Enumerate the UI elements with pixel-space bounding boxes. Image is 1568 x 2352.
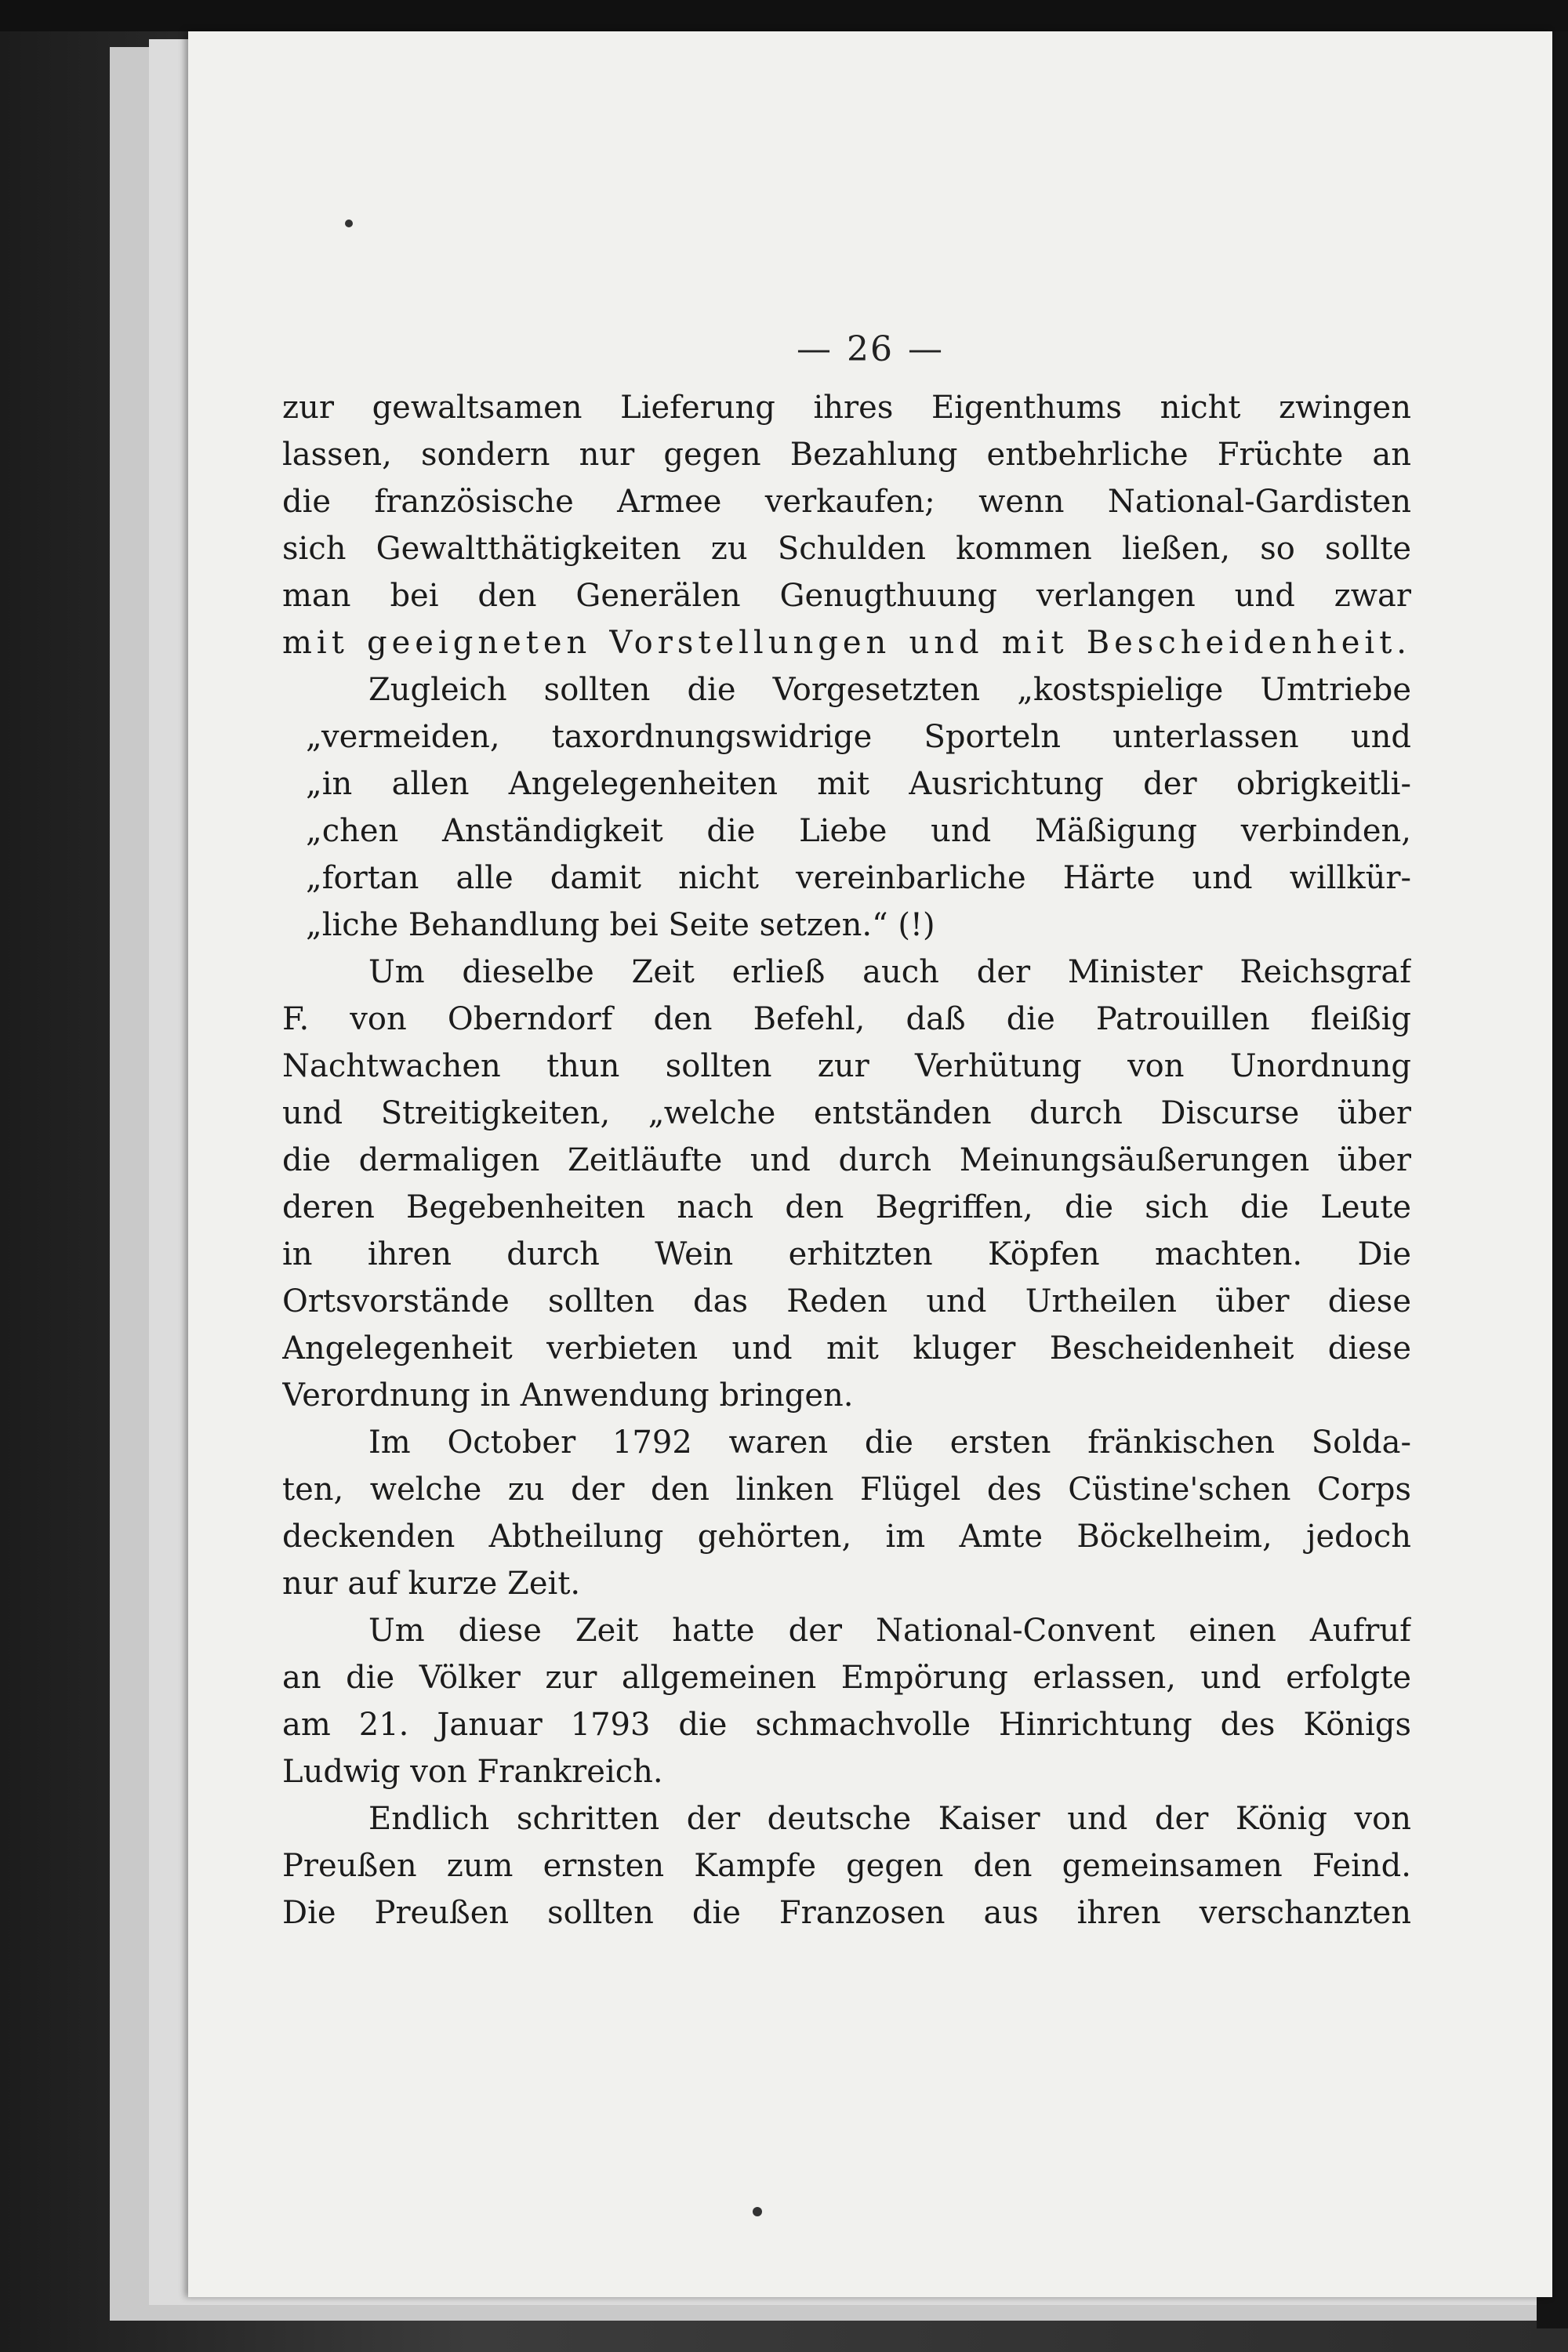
text-line: man bei den Generälen Genugthuung verlangen und zwar (282, 578, 1411, 614)
text-line: in ihren durch Wein erhitzten Köpfen machten. Die (282, 1236, 1411, 1272)
text-line: an die Völker zur allgemeinen Empörung erlassen, und erfolgte (282, 1660, 1411, 1696)
body-text (282, 384, 1411, 1936)
text-line: Verordnung in Anwendung bringen. (282, 1377, 854, 1414)
speck (345, 220, 353, 227)
text-line: deckenden Abtheilung gehörten, im Amte Böckelheim, jedoch (282, 1519, 1411, 1555)
text-line: F. von Oberndorf den Befehl, daß die Patrouillen fleißig (282, 1001, 1411, 1037)
text-line: die französische Armee verkaufen; wenn National-Gardisten (282, 484, 1411, 520)
text-line: „liche Behandlung bei Seite setzen.“ (!) (306, 907, 935, 943)
text-line: Ortsvorstände sollten das Reden und Urtheilen über diese (282, 1283, 1411, 1319)
text-line: Um diese Zeit hatte der National-Convent einen Aufruf (368, 1613, 1411, 1649)
text-line: mit geeigneten Vorstellungen und mit Bescheidenheit. (282, 625, 1411, 661)
text-line: ten, welche zu der den linken Flügel des Cüstine'schen Corps (282, 1472, 1411, 1508)
text-line: „vermeiden, taxordnungswidrige Sporteln unterlassen und (306, 719, 1411, 755)
speck (753, 2207, 762, 2216)
text-line: Die Preußen sollten die Franzosen aus ihren verschanzten (282, 1895, 1411, 1931)
text-line: Zugleich sollten die Vorgesetzten „kostspielige Umtriebe (368, 672, 1411, 708)
text-line: lassen, sondern nur gegen Bezahlung entbehrliche Früchte an (282, 437, 1411, 473)
text-line: nur auf kurze Zeit. (282, 1566, 581, 1602)
text-line: die dermaligen Zeitläufte und durch Meinungsäußerungen über (282, 1142, 1411, 1178)
text-line: Endlich schritten der deutsche Kaiser und der König von (368, 1801, 1411, 1837)
text-line: Um dieselbe Zeit erließ auch der Minister Reichsgraf (368, 954, 1411, 990)
text-line: Angelegenheit verbieten und mit kluger Bescheidenheit diese (282, 1330, 1411, 1367)
scan-top-edge (0, 0, 1568, 31)
text-line: Ludwig von Frankreich. (282, 1754, 663, 1790)
page-number-value: 26 (847, 329, 894, 369)
text-line: deren Begebenheiten nach den Begriffen, die sich die Leute (282, 1189, 1411, 1225)
text-line: „in allen Angelegenheiten mit Ausrichtung der obrigkeitli- (306, 766, 1411, 802)
text-line: sich Gewaltthätigkeiten zu Schulden kommen ließen, so sollte (282, 531, 1411, 567)
text-line: am 21. Januar 1793 die schmachvolle Hinrichtung des Königs (282, 1707, 1411, 1743)
text-line: „fortan alle damit nicht vereinbarliche Härte und willkür- (306, 860, 1411, 896)
page-number: — 26 — (797, 329, 944, 369)
text-line: „chen Anständigkeit die Liebe und Mäßigung verbinden, (306, 813, 1411, 849)
text-line: zur gewaltsamen Lieferung ihres Eigenthums nicht zwingen (282, 390, 1411, 426)
text-line: und Streitigkeiten, „welche entständen durch Discurse über (282, 1095, 1411, 1131)
text-line: Nachtwachen thun sollten zur Verhütung von Unordnung (282, 1048, 1411, 1084)
text-line: Preußen zum ernsten Kampfe gegen den gemeinsamen Feind. (282, 1848, 1411, 1884)
text-line: Im October 1792 waren die ersten fränkischen Solda- (368, 1425, 1411, 1461)
